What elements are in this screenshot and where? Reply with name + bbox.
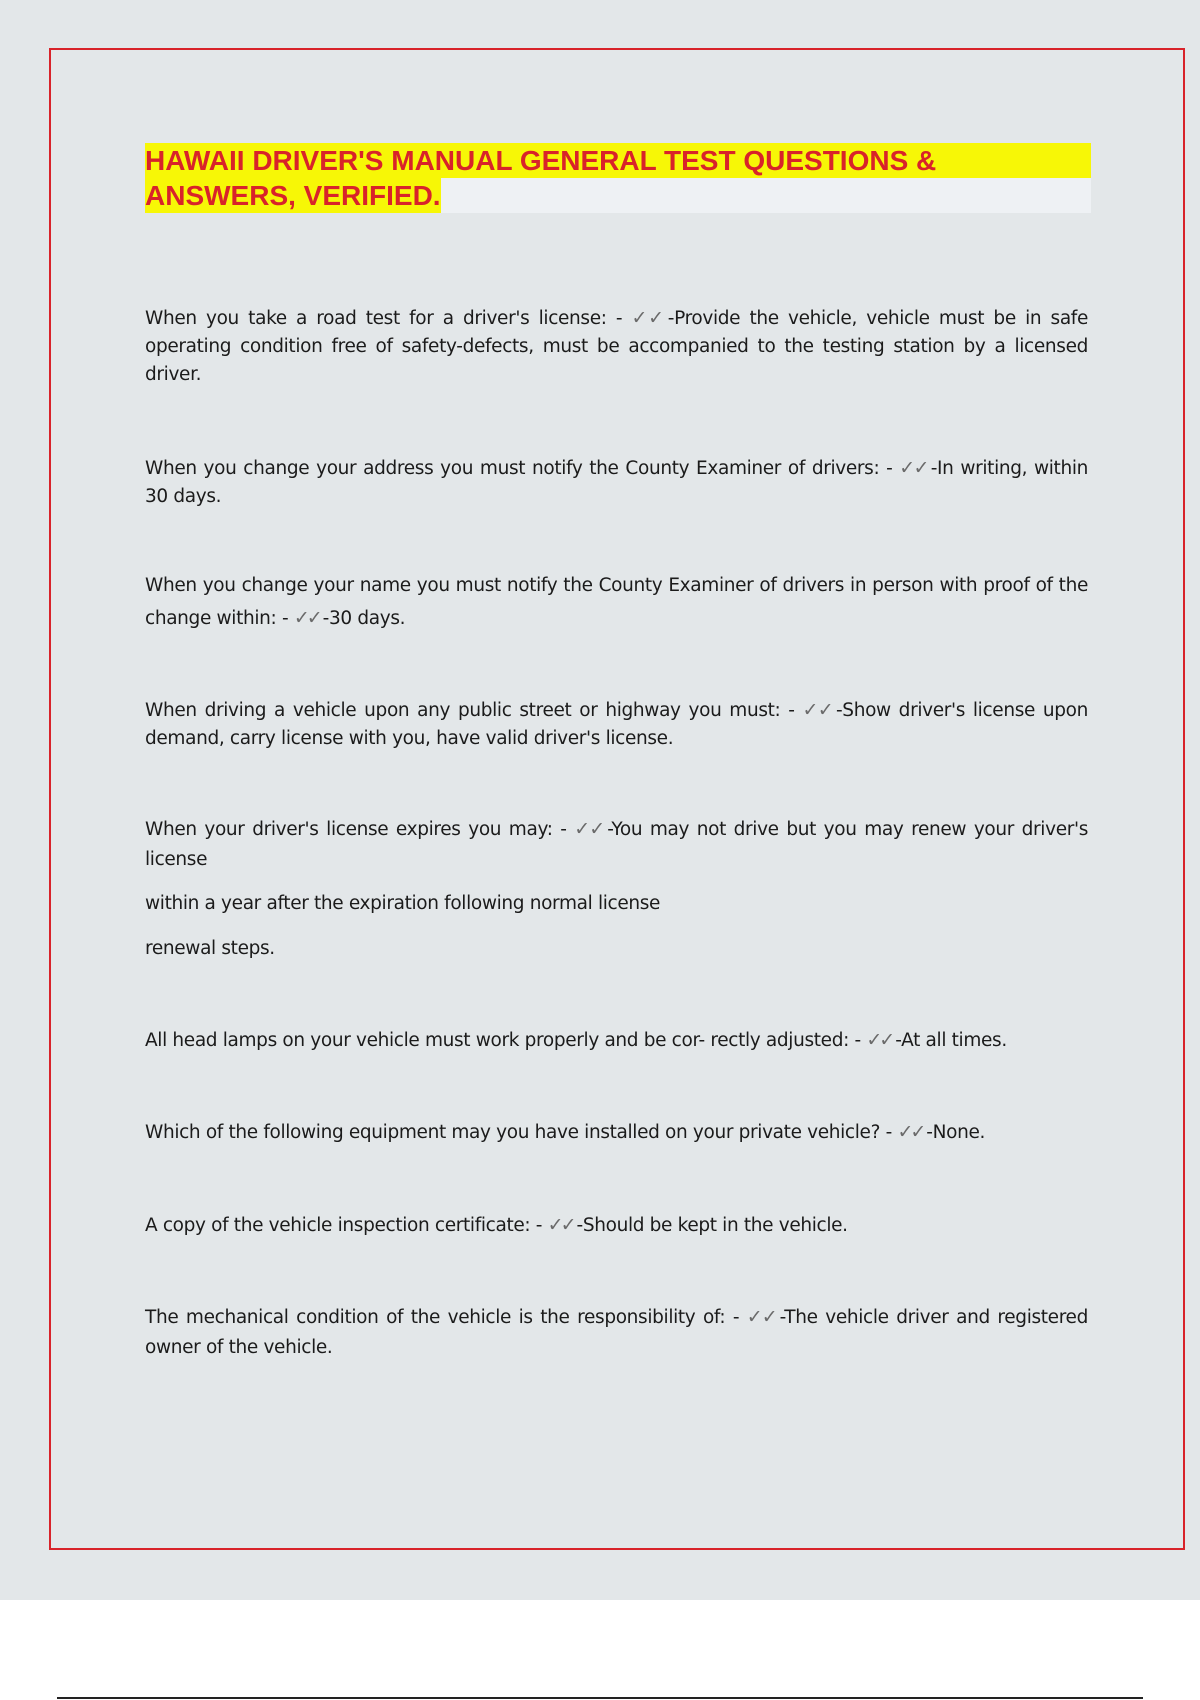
title-line-1: HAWAII DRIVER'S MANUAL GENERAL TEST QUESTIONS & xyxy=(145,145,937,176)
double-check-icon: ✓✓ xyxy=(802,699,833,721)
document-title xyxy=(145,143,1091,213)
double-check-icon: ✓✓ xyxy=(574,818,605,840)
double-check-icon: ✓✓ xyxy=(746,1306,777,1328)
answer-text: -At all times. xyxy=(895,1030,1007,1051)
answer-text: -Provide the vehicle, vehicle must be in safe operating condition free of safety-defects, must be accompanied to the testing station by a licensed driver. xyxy=(145,308,1088,385)
question-text: When you change your address you must notify the County Examiner of drivers: - xyxy=(145,458,900,479)
qa-item xyxy=(145,814,1088,875)
question-text: The mechanical condition of the vehicle is the responsibility of: - xyxy=(145,1307,747,1328)
question-text: All head lamps on your vehicle must work properly and be cor- rectly adjusted: - xyxy=(145,1030,867,1051)
title-line-2: ANSWERS, VERIFIED. xyxy=(145,180,441,211)
answer-text: -In writing, within 30 days. xyxy=(145,458,1088,507)
double-check-icon: ✓✓ xyxy=(866,1029,893,1051)
answer-text: -None. xyxy=(926,1122,986,1143)
answer-text: -The vehicle driver and registered owner of the vehicle. xyxy=(145,1307,1088,1358)
qa-item xyxy=(145,304,1088,389)
qa-item xyxy=(145,1211,1088,1240)
question-text: When your driver's license expires you may: - xyxy=(145,819,575,840)
qa-item xyxy=(145,1118,1088,1147)
double-check-icon: ✓✓ xyxy=(547,1214,574,1236)
qa-item xyxy=(145,454,1088,511)
qa-item xyxy=(145,696,1088,753)
qa-item xyxy=(145,1026,1088,1055)
answer-continuation-line: renewal steps. xyxy=(145,938,275,959)
qa-item xyxy=(145,570,1088,635)
question-text: When driving a vehicle upon any public street or highway you must: - xyxy=(145,700,803,721)
answer-text: -Should be kept in the vehicle. xyxy=(576,1215,848,1236)
answer-text: -You may not drive but you may renew your driver's license xyxy=(145,819,1089,870)
qa-item xyxy=(145,1302,1088,1363)
double-check-icon: ✓✓ xyxy=(293,607,320,629)
question-text: A copy of the vehicle inspection certificate: - xyxy=(145,1215,548,1236)
answer-text: -Show driver's license upon demand, carry license with you, have valid driver's license. xyxy=(145,700,1088,749)
question-text: Which of the following equipment may you have installed on your private vehicle? - xyxy=(145,1122,898,1143)
double-check-icon: ✓✓ xyxy=(899,457,928,479)
footer-divider xyxy=(57,1697,1143,1699)
question-text: When you take a road test for a driver's license: - xyxy=(145,308,632,329)
answer-text: -30 days. xyxy=(322,608,406,629)
question-text: When you change your name you must notify the County Examiner of drivers in person with proof of the change within: - xyxy=(145,575,1088,629)
double-check-icon: ✓✓ xyxy=(897,1121,924,1143)
answer-continuation-line: within a year after the expiration following normal license xyxy=(145,893,661,914)
double-check-icon: ✓✓ xyxy=(631,307,665,329)
